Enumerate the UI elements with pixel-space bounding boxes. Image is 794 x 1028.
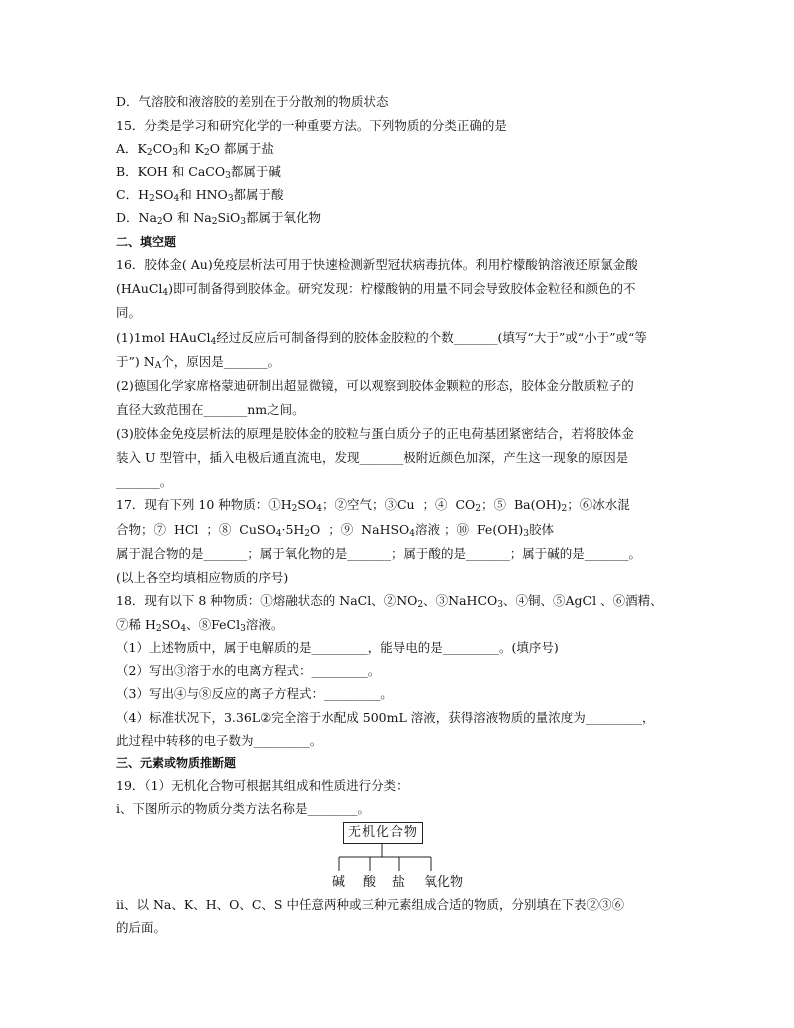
q15-stem: 15．分类是学习和研究化学的一种重要方法。下列物质的分类正确的是: [116, 118, 507, 133]
q17-stem-line2: 合物；⑦ HCl ；⑧ $CuSO_4\cdot 5H_2O$ ；⑨ NaHSO$_4$溶液 ；⑩ $Fe(OH)_3$胶体: [116, 522, 554, 539]
q19-part-i: ⅰ、下图所示的物质分类方法名称是________。: [116, 801, 370, 816]
tree-leaf-acid: 酸: [363, 875, 377, 890]
q18-sub3: （3）写出④与⑧反应的离子方程式：_________。: [116, 686, 393, 701]
q16-part2-line1: (2)德国化学家席格蒙迪研制出超显微镜，可以观察到胶体金颗粒的形态，胶体金分散质粒子的: [116, 378, 634, 393]
q16-part3-line1: (3)胶体金免疫层析法的原理是胶体金的胶粒与蛋白质分子的正电荷基团紧密结合，若将胶体金: [116, 426, 634, 441]
q16-part2-line2: 直径大致范围在_______nm之间。: [116, 402, 305, 417]
q15-option-b: B．KOH 和 CaCO$_3$都属于碱: [116, 164, 281, 181]
q16-part3-line2: 装入 U 型管中，插入电极后通直流电，发现_______极附近颜色加深，产生这一现象的原因是: [116, 450, 629, 465]
q16-stem-line2: (HAuCl$_4$)即可制备得到胶体金。研究发现：柠檬酸钠的用量不同会导致胶体金粒径和颜色的不: [116, 281, 636, 298]
classification-tree-lines: [330, 843, 440, 875]
section-heading-inference: 三、元素或物质推断题: [116, 756, 237, 770]
tree-leaf-salt: 盐: [392, 875, 406, 890]
q19-part-ii-line2: 的后面。: [116, 920, 167, 935]
q17-stem-line1: 17．现有下列 10 种物质：$①H_2SO_4$；②空气；③Cu ；④ $CO_2$；⑤ $Ba(OH)_2$；⑥冰水混: [116, 497, 630, 514]
q17-note: (以上各空均填相应物质的序号): [116, 570, 289, 585]
q14-option-d: D．气溶胶和液溶胶的差别在于分散剂的物质状态: [116, 94, 389, 109]
q16-part3-line3: _______。: [116, 474, 173, 489]
q16-stem-line3: 同。: [116, 305, 142, 320]
q19-part-ii-line1: ⅱ、以 Na、K、H、O、C、S 中任意两种或三种元素组成合适的物质，分别填在下表②③⑥: [116, 897, 624, 912]
q16-part1-line1: (1)1mol HAuCl$_4$经过反应后可制备得到的胶体金胶粒的个数_______(填写“大于”或“小于”或“等: [116, 330, 647, 347]
q15-option-c: C．$H_2SO_4$和 $HNO_3$都属于酸: [116, 187, 284, 204]
classification-root-box: 无机化合物: [343, 822, 423, 844]
section-heading-fill-in: 二、填空题: [116, 235, 177, 249]
tree-leaf-oxide: 氧化物: [424, 875, 464, 890]
q19-stem: 19．（1）无机化合物可根据其组成和性质进行分类：: [116, 778, 409, 793]
q15-option-d: D．$Na_2O$ 和 $Na_2SiO_3$都属于氧化物: [116, 210, 322, 227]
q18-sub1: （1）上述物质中，属于电解质的是_________，能导电的是_________。(填序号): [116, 640, 559, 655]
q18-stem-line1: 18．现有以下 8 种物质：①熔融状态的 NaCl、$②NO_2$、③NaHCO$_3$、④铜、⑤AgCl 、⑥酒精、: [116, 593, 663, 610]
q17-answer-line: 属于混合物的是_______；属于氧化物的是_______；属于酸的是_______；属于碱的是_______。: [116, 546, 642, 561]
tree-leaf-base: 碱: [332, 875, 346, 890]
q16-part1-line2: 于”) $N_A$个，原因是_______。: [116, 354, 280, 371]
q18-sub2: （2）写出③溶于水的电离方程式：_________。: [116, 663, 381, 678]
q16-stem-line1: 16．胶体金( Au)免疫层析法可用于快速检测新型冠状病毒抗体。利用柠檬酸钠溶液还原氯金酸: [116, 257, 638, 272]
q18-sub4-line1: （4）标准状况下，3.36L②完全溶于水配成 500mL 溶液，获得溶液物质的量浓度为_________，: [116, 710, 655, 725]
q18-stem-line2: ⑦稀 $H_2SO_4$、⑧FeCl$_3$溶液。: [116, 617, 284, 634]
q15-option-a: A．$K_2CO_3$和 $K_2O$ 都属于盐: [116, 141, 274, 158]
q18-sub4-line2: 此过程中转移的电子数为_________。: [116, 733, 323, 748]
